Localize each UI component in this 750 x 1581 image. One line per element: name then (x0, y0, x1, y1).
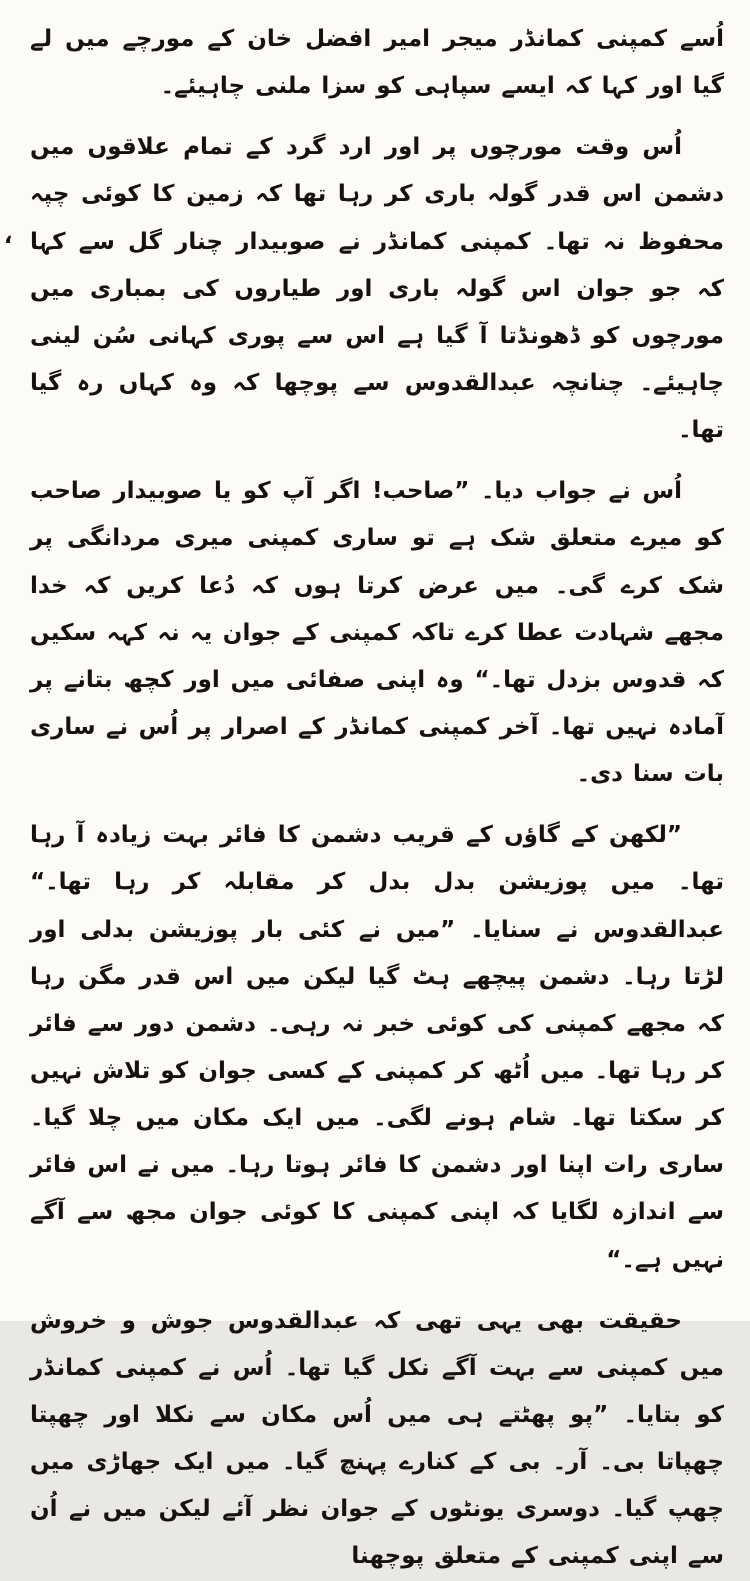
paragraph-5: حقیقت بھی یہی تھی کہ عبدالقدوس جوش و خروش میں کمپنی سے بہت آگے نکل گیا تھا۔ اُس نے کمپنی کمانڈر کو بتایا۔ ”پو پھٹتے ہی میں اُس مکان سے نکلا اور چھپتا چھپاتا بی۔ آر۔ بی کے کنارے پہنچ گیا۔ میں ایک جھاڑی میں چھپ گیا۔ دوسری یونٹوں کے جوان نظر آئے لیکن میں نے اُن سے اپنی کمپنی کے متعلق پوچھنا (30, 1307, 724, 1570)
paragraph-4: ”لکھن کے گاؤں کے قریب دشمن کا فائر بہت زیادہ آ رہا تھا۔ میں پوزیشن بدل بدل کر مقابلہ کر رہا تھا۔“ عبدالقدوس نے سنایا۔ ”میں نے کئی بار پوزیشن بدلی اور لڑتا رہا۔ دشمن پیچھے ہٹ گیا لیکن میں اس قدر مگن رہا کہ مجھے کمپنی کی کوئی خبر نہ رہی۔ دشمن دور سے فائر کر رہا تھا۔ میں اُٹھ کر کمپنی کے کسی جوان کو تلاش نہیں کر سکتا تھا۔ شام ہونے لگی۔ میں ایک مکان میں چلا گیا۔ ساری رات اپنا اور دشمن کا فائر ہوتا رہا۔ میں نے اس فائر سے اندازہ لگایا کہ اپنی کمپنی کا کوئی جوان مجھ سے آگے نہیں ہے۔“ (30, 822, 724, 1273)
margin-stray-mark: ، (4, 224, 13, 249)
paragraph-2: اُس وقت مورچوں پر اور ارد گرد کے تمام علاقوں میں دشمن اس قدر گولہ باری کر رہا تھا کہ زمین کا کوئی چپہ محفوظ نہ تھا۔ کمپنی کمانڈر نے صوبیدار چنار گل سے کہا کہ جو جوان اس گولہ باری اور طیاروں کی بمباری میں مورچوں کو ڈھونڈتا آ گیا ہے اس سے پوری کہانی سُن لینی چاہیئے۔ چنانچہ عبدالقدوس سے پوچھا کہ وہ کہاں رہ گیا تھا۔ (30, 134, 724, 444)
paragraph-3: اُس نے جواب دیا۔ ”صاحب! اگر آپ کو یا صوبیدار صاحب کو میرے متعلق شک ہے تو ساری کمپنی میری مردانگی پر شک کرے گی۔ میں عرض کرتا ہوں کہ دُعا کریں کہ خدا مجھے شہادت عطا کرے تاکہ کمپنی کے جوان یہ نہ کہہ سکیں کہ قدوس بزدل تھا۔“ وہ اپنی صفائی میں اور کچھ بتانے پر آمادہ نہیں تھا۔ آخر کمپنی کمانڈر کے اصرار پر اُس نے ساری بات سنا دی۔ (30, 478, 724, 788)
paragraph-1: اُسے کمپنی کمانڈر میجر امیر افضل خان کے مورچے میں لے گیا اور کہا کہ ایسے سپاہی کو سزا ملنی چاہیئے۔ (30, 26, 724, 100)
